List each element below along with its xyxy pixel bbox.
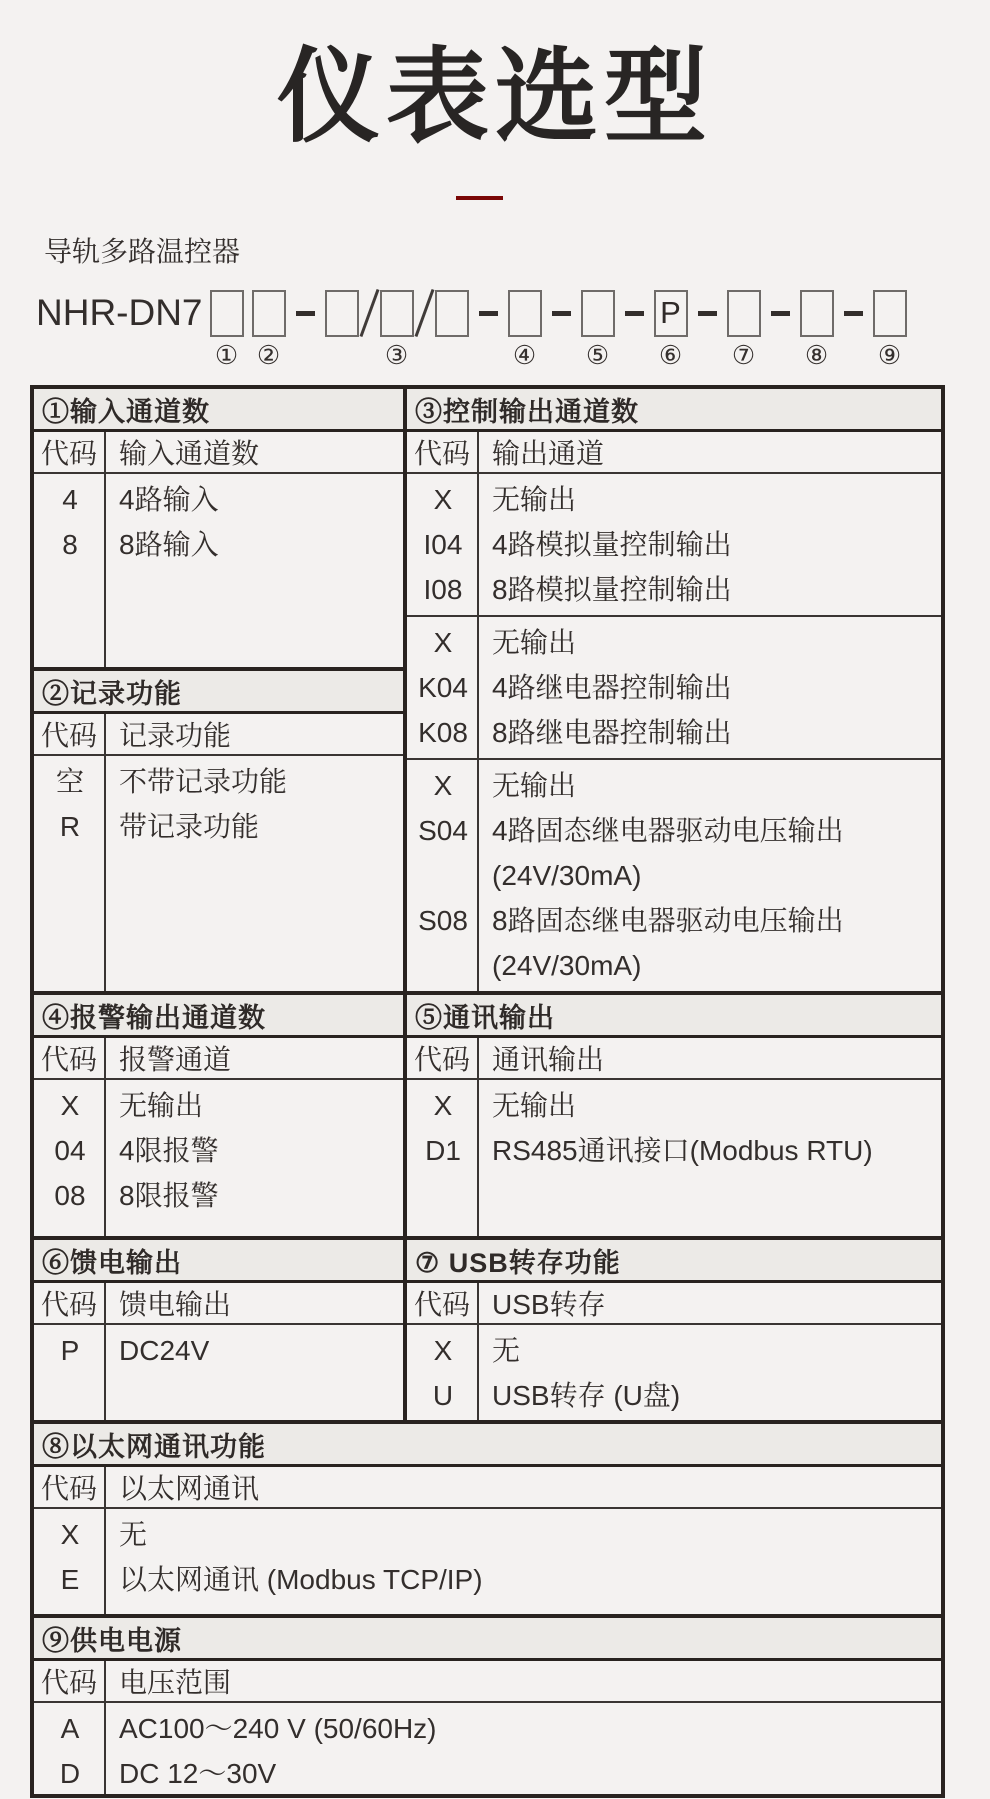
model-token-slot [290, 287, 321, 339]
desc-line: 无输出 [492, 627, 577, 658]
desc-column-header: 输出通道 [492, 438, 605, 469]
code-cell: P [60, 1335, 80, 1366]
section-s7 [407, 1236, 941, 1420]
section-body [34, 1703, 941, 1794]
spec-row [34, 1706, 941, 1751]
code-column-header: 代码 [407, 1038, 479, 1078]
model-box [210, 290, 244, 337]
section-body [34, 756, 403, 991]
circled-number: ⑧ [804, 341, 829, 371]
desc-line: 8路固态继电器驱动电压输出 [492, 905, 844, 936]
row-group [407, 1325, 941, 1420]
model-token [546, 287, 577, 371]
desc-cell [106, 759, 403, 804]
code-cell: X [433, 1090, 453, 1121]
circled-number: ① [214, 341, 239, 371]
spec-row [407, 620, 941, 665]
code-cell: X [433, 770, 453, 801]
code-column-divider [477, 1325, 479, 1420]
code-cell: K04 [418, 672, 468, 703]
section-title: ⑦ USB转存功能 [415, 1247, 621, 1278]
desc-line: USB转存 (U盘) [492, 1380, 681, 1411]
column-headers [34, 1038, 403, 1080]
model-token [431, 287, 473, 371]
column-headers [407, 432, 941, 474]
circled-number: ③ [384, 341, 409, 371]
spec-row [34, 1128, 403, 1173]
section-title: ⑨供电电源 [42, 1625, 182, 1656]
section-title: ④报警输出通道数 [42, 1002, 266, 1033]
code-column-divider [104, 1509, 106, 1614]
spec-row [407, 1083, 941, 1128]
row-group [407, 474, 941, 615]
model-token [765, 287, 796, 371]
spec-row [407, 898, 941, 988]
section-title: ②记录功能 [42, 678, 182, 709]
spec-row [34, 1557, 941, 1602]
desc-line: 4路输入 [119, 484, 219, 515]
desc-line: 4路继电器控制输出 [492, 672, 732, 703]
model-token [473, 287, 504, 371]
section-title: ①输入通道数 [42, 396, 210, 427]
column-headers [407, 1283, 941, 1325]
code-cell: D1 [425, 1135, 461, 1166]
section-s9 [34, 1614, 941, 1794]
model-token [723, 287, 765, 371]
section-title: ③控制输出通道数 [415, 396, 639, 427]
model-token-slot [504, 287, 546, 339]
section-s4 [34, 991, 403, 1236]
desc-line: 4路固态继电器驱动电压输出 [492, 815, 844, 846]
model-token [577, 287, 619, 371]
circled-number: ⑤ [585, 341, 610, 371]
code-cell: X [60, 1090, 80, 1121]
dash-separator [552, 311, 571, 316]
section-title: ⑤通讯输出 [415, 1002, 555, 1033]
desc-line: 无输出 [492, 484, 577, 515]
spec-row [407, 567, 941, 612]
column-headers [34, 1661, 941, 1703]
desc-column-header: 报警通道 [119, 1044, 232, 1075]
model-token [869, 287, 911, 371]
model-code-line [36, 287, 911, 371]
model-token-slot [723, 287, 765, 339]
code-cell: 08 [54, 1180, 86, 1211]
row-group [34, 1080, 403, 1221]
circled-number: ⑨ [877, 341, 902, 371]
column-headers [34, 1467, 941, 1509]
page-title: 仪表选型 [277, 39, 713, 154]
table-full-width-area [34, 1420, 941, 1794]
desc-column-header: 馈电输出 [119, 1289, 232, 1320]
desc-line: AC100～240 V (50/60Hz) [119, 1713, 437, 1744]
model-prefix-slot [36, 287, 206, 339]
code-cell: K08 [418, 717, 468, 748]
desc-cell [479, 1083, 941, 1128]
spec-row [34, 1751, 941, 1794]
spec-row [34, 1173, 403, 1218]
spec-row [407, 763, 941, 808]
desc-cell [479, 710, 941, 755]
desc-column-header: 电压范围 [119, 1667, 232, 1698]
spec-row [407, 522, 941, 567]
model-token-slot [796, 287, 838, 339]
section-header [34, 1618, 941, 1661]
row-group [34, 1325, 403, 1376]
code-column-divider [104, 1325, 106, 1420]
desc-cell [479, 1128, 941, 1173]
desc-cell [106, 1751, 941, 1794]
code-cell: 04 [54, 1135, 86, 1166]
desc-line: DC24V [119, 1335, 210, 1366]
section-title: ⑥馈电输出 [42, 1247, 182, 1278]
model-token [376, 287, 418, 371]
desc-line-2: (24V/30mA) [492, 860, 642, 891]
row-group [34, 756, 403, 852]
code-cell: 8 [62, 529, 78, 560]
section-s5 [407, 991, 941, 1236]
code-cell: 4 [62, 484, 78, 515]
model-token-slot [546, 287, 577, 339]
selection-table [30, 385, 945, 1798]
model-token-slot [692, 287, 723, 339]
section-body [34, 1325, 403, 1420]
section-header [34, 995, 403, 1038]
model-box: P [654, 290, 688, 337]
code-column-header: 代码 [34, 1038, 106, 1078]
model-token-slot [650, 287, 692, 339]
section-header [34, 1240, 403, 1283]
dash-separator [698, 311, 717, 316]
code-column-divider [104, 756, 106, 991]
desc-cell [479, 567, 941, 612]
dash-separator [296, 311, 315, 316]
desc-line: 8路继电器控制输出 [492, 717, 732, 748]
desc-cell [479, 522, 941, 567]
section-header [34, 389, 403, 432]
model-token [290, 287, 321, 371]
desc-column-header: 输入通道数 [119, 438, 260, 469]
desc-cell [479, 477, 941, 522]
model-token-slot [473, 287, 504, 339]
model-prefix: NHR-DN7 [36, 292, 203, 333]
section-header [34, 671, 403, 714]
section-s6 [34, 1236, 403, 1420]
code-column-header: 代码 [407, 432, 479, 472]
dash-separator [844, 311, 863, 316]
row-group [34, 474, 403, 570]
spec-row [407, 1128, 941, 1173]
model-token [248, 287, 290, 371]
code-column-header: 代码 [407, 1283, 479, 1323]
model-token [206, 287, 248, 371]
code-column-divider [104, 1080, 106, 1236]
model-box [435, 290, 469, 337]
desc-cell [106, 1083, 403, 1128]
section-s1 [34, 389, 403, 667]
dash-separator [625, 311, 644, 316]
spec-row [34, 1512, 941, 1557]
code-column-header: 代码 [34, 1283, 106, 1323]
model-token [692, 287, 723, 371]
model-token-slot [248, 287, 290, 339]
model-box [508, 290, 542, 337]
desc-line: 4路模拟量控制输出 [492, 529, 732, 560]
desc-cell [479, 763, 941, 808]
model-box [380, 290, 414, 337]
desc-cell [479, 1328, 941, 1373]
code-cell: U [432, 1380, 454, 1411]
section-body [407, 1325, 941, 1420]
code-column-header: 代码 [34, 432, 106, 472]
column-headers [34, 1283, 403, 1325]
desc-cell [106, 1328, 403, 1373]
model-token-slot [838, 287, 869, 339]
section-s2 [34, 667, 403, 991]
model-token-slot [577, 287, 619, 339]
spec-row [34, 1328, 403, 1373]
code-column-divider [104, 1703, 106, 1794]
model-token-slot [431, 287, 473, 339]
row-group [407, 615, 941, 758]
model-box [873, 290, 907, 337]
section-body [407, 474, 941, 991]
desc-line: 8限报警 [119, 1180, 219, 1211]
model-token [321, 287, 363, 371]
circled-number: ② [256, 341, 281, 371]
model-token-slot [321, 287, 363, 339]
product-name: 导轨多路温控器 [44, 236, 241, 267]
code-cell: A [60, 1713, 80, 1744]
desc-cell [106, 1706, 941, 1751]
spec-row [407, 665, 941, 710]
column-headers [34, 432, 403, 474]
code-cell: X [433, 627, 453, 658]
code-cell: S04 [418, 815, 468, 846]
desc-line: 以太网通讯 (Modbus TCP/IP) [119, 1564, 483, 1595]
desc-column-header: USB转存 [492, 1289, 606, 1320]
desc-cell [479, 898, 941, 988]
model-box [325, 290, 359, 337]
desc-line-2: (24V/30mA) [492, 950, 642, 981]
desc-cell [106, 1557, 941, 1602]
model-box [581, 290, 615, 337]
desc-column-header: 记录功能 [119, 720, 232, 751]
spec-row [407, 477, 941, 522]
model-token-slot [376, 287, 418, 339]
desc-line: 带记录功能 [119, 811, 260, 842]
code-column-header: 代码 [34, 714, 106, 754]
model-token-slot [206, 287, 248, 339]
model-token [363, 287, 376, 371]
circled-number: ⑦ [731, 341, 756, 371]
section-s8 [34, 1420, 941, 1614]
column-headers [407, 1038, 941, 1080]
code-column-divider [104, 474, 106, 667]
section-body [34, 1509, 941, 1614]
spec-row [407, 1328, 941, 1373]
spec-row [34, 522, 403, 567]
circled-number: ⑥ [658, 341, 683, 371]
code-cell: R [59, 811, 81, 842]
desc-cell [106, 804, 403, 849]
code-column-divider [477, 1080, 479, 1236]
desc-line: 无 [119, 1519, 148, 1550]
model-token [504, 287, 546, 371]
dash-separator [479, 311, 498, 316]
code-cell: X [433, 1335, 453, 1366]
code-column-divider [477, 474, 479, 991]
section-body [407, 1080, 941, 1236]
table-right-column [407, 389, 941, 1420]
desc-line: 无输出 [492, 1090, 577, 1121]
column-headers [34, 714, 403, 756]
spec-row [34, 1083, 403, 1128]
model-token [796, 287, 838, 371]
model-token [418, 287, 431, 371]
section-header [407, 389, 941, 432]
desc-line: 不带记录功能 [119, 766, 288, 797]
desc-line: RS485通讯接口(Modbus RTU) [492, 1135, 873, 1166]
desc-cell [479, 665, 941, 710]
row-group [34, 1703, 941, 1794]
spec-row [407, 808, 941, 898]
desc-line: 4限报警 [119, 1135, 219, 1166]
model-token [619, 287, 650, 371]
desc-line: 8路输入 [119, 529, 219, 560]
desc-line: DC 12～30V [119, 1758, 277, 1789]
spec-row [34, 804, 403, 849]
desc-cell [106, 1512, 941, 1557]
row-group [407, 758, 941, 991]
code-cell: I04 [423, 529, 463, 560]
code-cell: S08 [418, 905, 468, 936]
desc-cell [106, 522, 403, 567]
table-two-column-area [34, 389, 941, 1420]
model-token-slot [619, 287, 650, 339]
model-token-slot [869, 287, 911, 339]
model-box [727, 290, 761, 337]
desc-line: 无输出 [119, 1090, 204, 1121]
code-cell: 空 [55, 766, 84, 797]
model-token-slot [418, 287, 431, 339]
section-header [407, 995, 941, 1038]
code-cell: I08 [423, 574, 463, 605]
section-s3 [407, 389, 941, 991]
model-box [252, 290, 286, 337]
row-group [34, 1509, 941, 1605]
row-group [407, 1080, 941, 1176]
desc-cell [106, 477, 403, 522]
section-body [34, 1080, 403, 1236]
desc-cell [479, 808, 941, 898]
model-box [800, 290, 834, 337]
spec-row [34, 477, 403, 522]
code-cell: E [60, 1564, 80, 1595]
spec-row [407, 710, 941, 755]
desc-cell [479, 620, 941, 665]
model-token [838, 287, 869, 371]
section-body [34, 474, 403, 667]
code-cell: D [59, 1758, 81, 1789]
model-token-slot [363, 287, 376, 339]
circled-number: ④ [512, 341, 537, 371]
desc-column-header: 以太网通讯 [119, 1473, 260, 1504]
code-cell: X [433, 484, 453, 515]
desc-cell [479, 1373, 941, 1418]
desc-line: 无输出 [492, 770, 577, 801]
model-token-slot [765, 287, 796, 339]
spec-row [407, 1373, 941, 1418]
table-left-column [34, 389, 407, 1420]
section-title: ⑧以太网通讯功能 [42, 1431, 266, 1462]
section-header [34, 1424, 941, 1467]
desc-line: 无 [492, 1335, 521, 1366]
desc-column-header: 通讯输出 [492, 1044, 605, 1075]
title-accent-dash [456, 196, 503, 200]
model-token [650, 287, 692, 371]
desc-cell [106, 1128, 403, 1173]
section-header [407, 1240, 941, 1283]
desc-line: 8路模拟量控制输出 [492, 574, 732, 605]
code-column-header: 代码 [34, 1661, 106, 1701]
code-column-header: 代码 [34, 1467, 106, 1507]
spec-row [34, 759, 403, 804]
desc-cell [106, 1173, 403, 1218]
dash-separator [771, 311, 790, 316]
code-cell: X [60, 1519, 80, 1550]
model-prefix-token [36, 287, 206, 371]
